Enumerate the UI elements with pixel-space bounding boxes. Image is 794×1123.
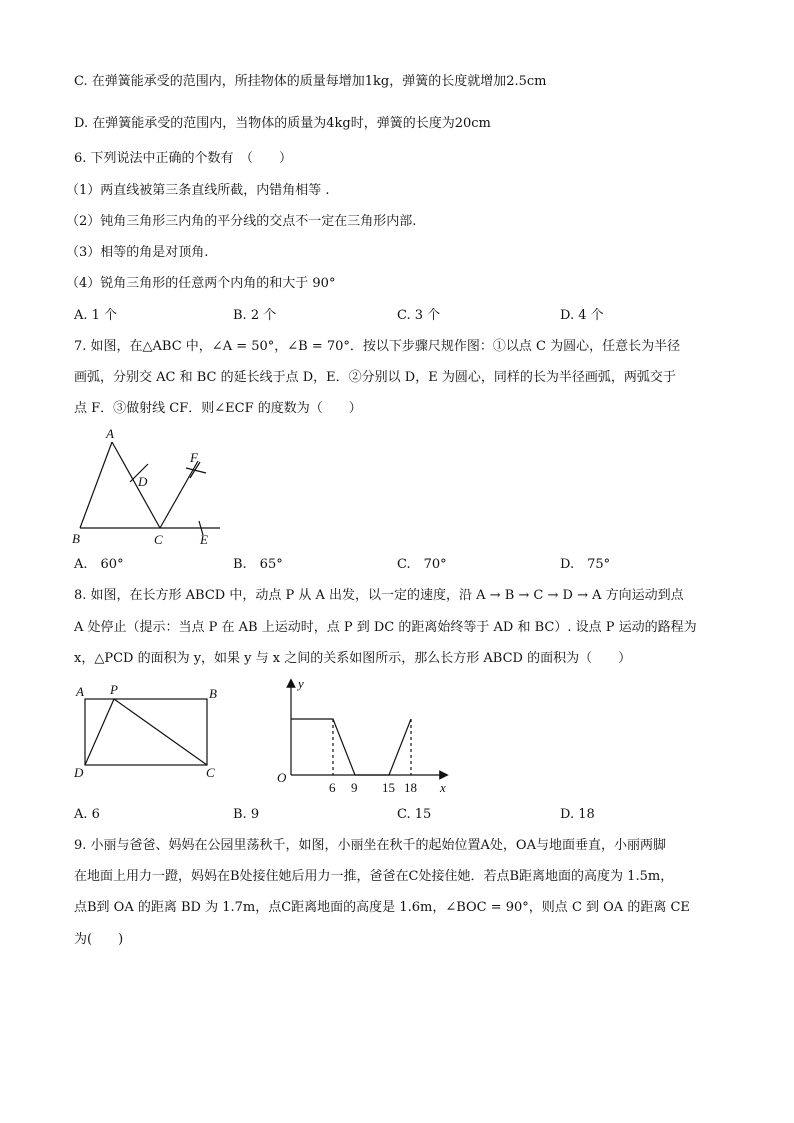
x-axis-label: x: [440, 780, 446, 795]
rect-label-p: P: [110, 682, 118, 697]
q8-stem-line-1: 8. 如图，在长方形 ABCD 中，动点 P 从 A 出发，以一定的速度，沿 A → B → C → D → A 方向运动到点: [74, 588, 684, 603]
label-a: A: [106, 426, 114, 441]
q6-statement-4: （4）锐角三角形的任意两个内角的和大于 90°: [66, 276, 336, 291]
label-b: B: [72, 531, 80, 546]
q8-option-b: B. 9: [233, 807, 260, 822]
q6-statement-1: （1）两直线被第三条直线所截，内错角相等 .: [66, 183, 330, 198]
tick-6: 6: [329, 780, 336, 795]
rect-label-a: A: [76, 684, 84, 699]
q9-stem-line-4: 为( ): [74, 932, 124, 947]
q7-stem-line-3: 点 F．③做射线 CF．则∠ECF 的度数为（ ）: [74, 401, 362, 416]
q5-option-d: D. 在弹簧能承受的范围内，当物体的质量为4kg时，弹簧的长度为20cm: [74, 116, 491, 131]
y-axis-label: y: [298, 676, 304, 691]
q6-statement-2: （2）钝角三角形三内角的平分线的交点不一定在三角形内部.: [66, 214, 417, 229]
graph-line: [291, 719, 411, 775]
q6-statement-3: （3）相等的角是对顶角.: [66, 245, 209, 260]
label-c: C: [154, 532, 163, 547]
rect-label-d: D: [74, 765, 84, 780]
q7-stem-line-2: 画弧，分别交 AC 和 BC 的延长线于点 D，E．②分别以 D，E 为圆心，同样的长为半径画弧，两弧交于: [74, 370, 676, 385]
rect-label-c: C: [206, 765, 215, 780]
label-d: D: [138, 474, 148, 489]
label-e: E: [200, 532, 208, 547]
q7-option-a: A. 60°: [74, 557, 124, 572]
q5-option-c: C. 在弹簧能承受的范围内，所挂物体的质量每增加1kg，弹簧的长度就增加2.5cm: [74, 74, 547, 89]
q6-option-d: D. 4 个: [560, 308, 604, 323]
tick-15: 15: [382, 780, 395, 795]
tick-18: 18: [404, 780, 417, 795]
q6-option-b: B. 2 个: [233, 308, 277, 323]
q9-stem-line-1: 9. 小丽与爸爸、妈妈在公园里荡秋千，如图，小丽坐在秋千的起始位置A处，OA与地面垂直，小丽两脚: [74, 838, 666, 853]
label-f: F: [190, 450, 198, 465]
rect-label-b: B: [209, 686, 217, 701]
q6-stem: 6. 下列说法中正确的个数有 （ ）: [74, 151, 293, 166]
origin-label: O: [277, 770, 287, 785]
q6-option-c: C. 3 个: [397, 308, 441, 323]
q6-option-a: A. 1 个: [74, 308, 118, 323]
q8-stem-line-2: A 处停止（提示：当点 P 在 AB 上运动时，点 P 到 DC 的距离始终等于 AD 和 BC）. 设点 P 运动的路程为: [74, 620, 697, 635]
q8-option-a: A. 6: [74, 807, 100, 822]
q8-stem-line-3: x，△PCD 的面积为 y，如果 y 与 x 之间的关系如图所示，那么长方形 ABCD 的面积为（ ）: [74, 651, 632, 666]
q9-stem-line-2: 在地面上用力一蹬，妈妈在B处接住她后用力一推，爸爸在C处接住她．若点B距离地面的高度为 1.5m，: [74, 869, 674, 884]
tick-9: 9: [351, 780, 358, 795]
q7-option-d: D. 75°: [560, 557, 611, 572]
q8-option-c: C. 15: [397, 807, 432, 822]
q7-option-b: B. 65°: [233, 557, 283, 572]
q9-stem-line-3: 点B到 OA 的距离 BD 为 1.7m，点C距离地面的高度是 1.6m，∠BOC = 90°，则点 C 到 OA 的距离 CE: [74, 900, 690, 915]
q8-option-d: D. 18: [560, 807, 595, 822]
q7-option-c: C. 70°: [397, 557, 447, 572]
q7-stem-line-1: 7. 如图，在△ABC 中，∠A = 50°，∠B = 70°．按以下步骤尺规作图：①以点 C 为圆心，任意长为半径: [74, 339, 681, 354]
